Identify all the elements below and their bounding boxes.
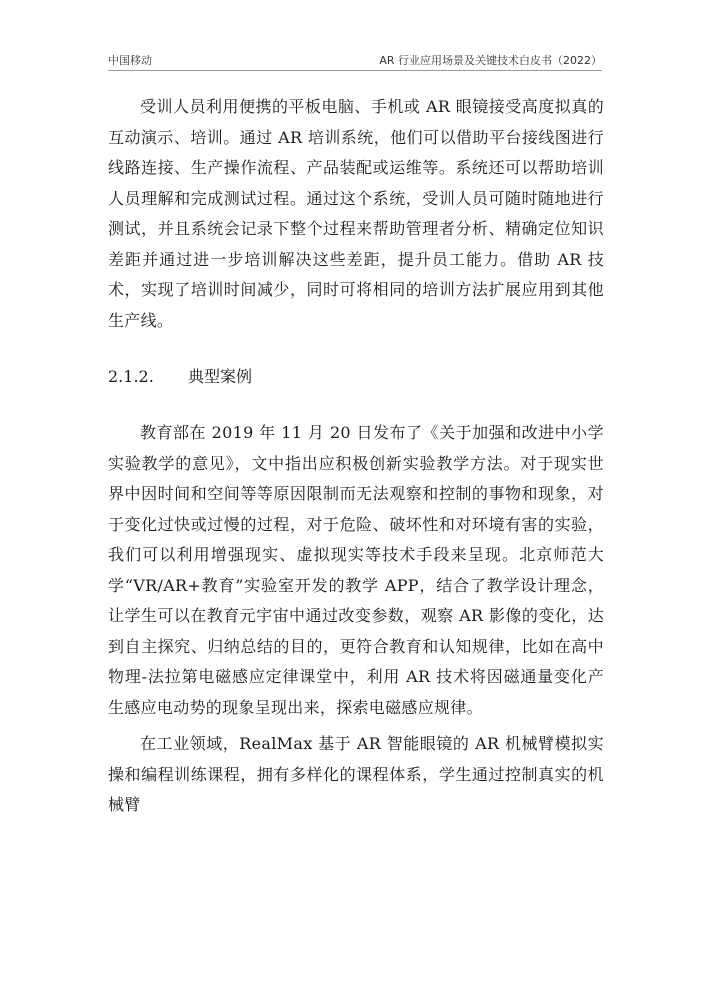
section-title: 典型案例 [188, 367, 253, 386]
paragraph-industry-case: 在工业领域，RealMax 基于 AR 智能眼镜的 AR 机械臂模拟实操和编程训练课程，拥有多样化的课程体系，学生通过控制真实的机械臂 [108, 734, 604, 814]
section-heading [108, 362, 604, 392]
header-document-title: AR 行业应用场景及关键技术白皮书（2022） [379, 54, 602, 67]
section-number: 2.1.2. [108, 367, 154, 386]
paragraph-education-case: 教育部在 2019 年 11 月 20 日发布了《关于加强和改进中小学实验教学的意见》，文中指出应积极创新实验教学方法。对于现实世界中因时间和空间等等原因限制而无法观察和控制的事物和现象，对于变化过快或过慢的过程，对于危险、破坏性和对环境有害的实验，我们可以利用增强现实、虚拟现实等技术手段来呈现。北京师范大学“VR/AR+教育”实验室开发的教学 APP，结合了教学设计理念，让学生可以在教育元宇宙中通过改变参数，观察 AR 影像的变化，达到自主探究、归纳总结的目的，更符合教育和认知规律，比如在高中物理-法拉第电磁感应定律课堂中，利用 AR 技术将因磁通量变化产生感应电动势的现象呈现出来，探索电磁感应规律。 [108, 423, 604, 717]
page-header [108, 50, 602, 71]
page-body [108, 92, 604, 821]
paragraph-ar-training: 受训人员利用便携的平板电脑、手机或 AR 眼镜接受高度拟真的互动演示、培训。通过 AR 培训系统，他们可以借助平台接线图进行线路连接、生产操作流程、产品装配或运维等。系统还可以帮助培训人员理解和完成测试过程。通过这个系统，受训人员可随时随地进行测试，并且系统会记录下整个过程来帮助管理者分析、精确定位知识差距并通过进一步培训解决这些差距，提升员工能力。借助 AR 技术，实现了培训时间减少，同时可将相同的培训方法扩展应用到其他生产线。 [108, 97, 604, 330]
header-organization: 中国移动 [108, 54, 152, 67]
